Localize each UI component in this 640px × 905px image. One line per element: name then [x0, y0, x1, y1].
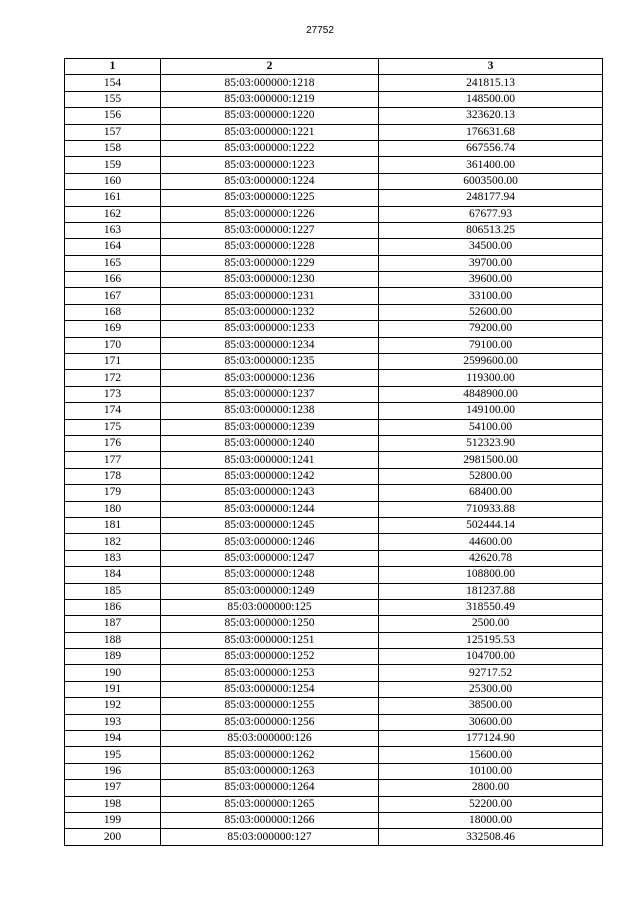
row-number-cell: 163: [65, 222, 161, 238]
row-number-cell: 170: [65, 337, 161, 353]
value-cell: 34500.00: [379, 239, 603, 255]
value-cell: 710933.88: [379, 501, 603, 517]
cadastral-number-cell: 85:03:000000:1234: [161, 337, 379, 353]
page-number: 27752: [306, 25, 334, 36]
table-row: [65, 403, 603, 419]
column-header-2: 2: [161, 59, 379, 75]
cadastral-number-cell: 85:03:000000:1244: [161, 501, 379, 517]
cadastral-number-cell: 85:03:000000:1226: [161, 206, 379, 222]
value-cell: 181237.88: [379, 583, 603, 599]
table-row: [65, 370, 603, 386]
value-cell: 79100.00: [379, 337, 603, 353]
table-row: [65, 321, 603, 337]
cadastral-number-cell: 85:03:000000:1239: [161, 419, 379, 435]
value-cell: 512323.90: [379, 435, 603, 451]
value-cell: 52200.00: [379, 796, 603, 812]
row-number-cell: 188: [65, 632, 161, 648]
cadastral-number-cell: 85:03:000000:1218: [161, 75, 379, 91]
row-number-cell: 172: [65, 370, 161, 386]
row-number-cell: 158: [65, 140, 161, 156]
cadastral-number-cell: 85:03:000000:1227: [161, 222, 379, 238]
table-header: [65, 59, 603, 75]
table-row: [65, 386, 603, 402]
row-number-cell: 179: [65, 485, 161, 501]
cadastral-number-cell: 85:03:000000:1235: [161, 354, 379, 370]
table-row: [65, 714, 603, 730]
cadastral-number-cell: 85:03:000000:1225: [161, 190, 379, 206]
value-cell: 44600.00: [379, 534, 603, 550]
value-cell: 25300.00: [379, 681, 603, 697]
row-number-cell: 199: [65, 812, 161, 828]
row-number-cell: 189: [65, 649, 161, 665]
row-number-cell: 191: [65, 681, 161, 697]
cadastral-number-cell: 85:03:000000:1233: [161, 321, 379, 337]
table-row: [65, 599, 603, 615]
row-number-cell: 183: [65, 550, 161, 566]
value-cell: 92717.52: [379, 665, 603, 681]
table-row: [65, 75, 603, 91]
row-number-cell: 200: [65, 829, 161, 845]
table-row: [65, 517, 603, 533]
row-number-cell: 164: [65, 239, 161, 255]
value-cell: 248177.94: [379, 190, 603, 206]
value-cell: 38500.00: [379, 698, 603, 714]
cadastral-number-cell: 85:03:000000:1242: [161, 468, 379, 484]
value-cell: 108800.00: [379, 567, 603, 583]
table-row: [65, 534, 603, 550]
table-row: [65, 796, 603, 812]
cadastral-number-cell: 85:03:000000:1250: [161, 616, 379, 632]
cadastral-number-cell: 85:03:000000:1222: [161, 140, 379, 156]
cadastral-number-cell: 85:03:000000:1246: [161, 534, 379, 550]
value-cell: 18000.00: [379, 812, 603, 828]
row-number-cell: 173: [65, 386, 161, 402]
value-cell: 2800.00: [379, 780, 603, 796]
value-cell: 323620.13: [379, 108, 603, 124]
value-cell: 125195.53: [379, 632, 603, 648]
value-cell: 68400.00: [379, 485, 603, 501]
table-body: [65, 75, 603, 845]
cadastral-number-cell: 85:03:000000:1229: [161, 255, 379, 271]
table-row: [65, 501, 603, 517]
table-row: [65, 288, 603, 304]
table-row: [65, 452, 603, 468]
cadastral-number-cell: 85:03:000000:1236: [161, 370, 379, 386]
value-cell: 2500.00: [379, 616, 603, 632]
value-cell: 104700.00: [379, 649, 603, 665]
cadastral-number-cell: 85:03:000000:1256: [161, 714, 379, 730]
value-cell: 15600.00: [379, 747, 603, 763]
table-row: [65, 239, 603, 255]
row-number-cell: 159: [65, 157, 161, 173]
row-number-cell: 181: [65, 517, 161, 533]
row-number-cell: 184: [65, 567, 161, 583]
row-number-cell: 190: [65, 665, 161, 681]
value-cell: 176631.68: [379, 124, 603, 140]
cadastral-number-cell: 85:03:000000:127: [161, 829, 379, 845]
value-cell: 10100.00: [379, 763, 603, 779]
row-number-cell: 194: [65, 731, 161, 747]
row-number-cell: 160: [65, 173, 161, 189]
table-row: [65, 91, 603, 107]
row-number-cell: 156: [65, 108, 161, 124]
table-row: [65, 304, 603, 320]
row-number-cell: 161: [65, 190, 161, 206]
value-cell: 2599600.00: [379, 354, 603, 370]
table-row: [65, 763, 603, 779]
row-number-cell: 192: [65, 698, 161, 714]
cadastral-number-cell: 85:03:000000:1254: [161, 681, 379, 697]
cadastral-number-cell: 85:03:000000:1224: [161, 173, 379, 189]
row-number-cell: 157: [65, 124, 161, 140]
table-row: [65, 812, 603, 828]
table-row: [65, 681, 603, 697]
table-row: [65, 550, 603, 566]
cadastral-number-cell: 85:03:000000:1253: [161, 665, 379, 681]
cadastral-number-cell: 85:03:000000:1240: [161, 435, 379, 451]
column-header-3: 3: [379, 59, 603, 75]
value-cell: 4848900.00: [379, 386, 603, 402]
cadastral-number-cell: 85:03:000000:1245: [161, 517, 379, 533]
table-row: [65, 206, 603, 222]
row-number-cell: 169: [65, 321, 161, 337]
cadastral-number-cell: 85:03:000000:1263: [161, 763, 379, 779]
value-cell: 148500.00: [379, 91, 603, 107]
value-cell: 502444.14: [379, 517, 603, 533]
value-cell: 6003500.00: [379, 173, 603, 189]
data-table: [64, 58, 603, 846]
table-row: [65, 272, 603, 288]
row-number-cell: 154: [65, 75, 161, 91]
table-row: [65, 140, 603, 156]
table-row: [65, 108, 603, 124]
row-number-cell: 182: [65, 534, 161, 550]
row-number-cell: 197: [65, 780, 161, 796]
value-cell: 52800.00: [379, 468, 603, 484]
table-row: [65, 354, 603, 370]
table-row: [65, 124, 603, 140]
table-row: [65, 649, 603, 665]
cadastral-number-cell: 85:03:000000:1221: [161, 124, 379, 140]
table-row: [65, 468, 603, 484]
cadastral-number-cell: 85:03:000000:1230: [161, 272, 379, 288]
row-number-cell: 165: [65, 255, 161, 271]
table-row: [65, 829, 603, 845]
table-row: [65, 780, 603, 796]
cadastral-number-cell: 85:03:000000:1265: [161, 796, 379, 812]
value-cell: 149100.00: [379, 403, 603, 419]
table-row: [65, 419, 603, 435]
row-number-cell: 180: [65, 501, 161, 517]
value-cell: 42620.78: [379, 550, 603, 566]
table-row: [65, 665, 603, 681]
row-number-cell: 187: [65, 616, 161, 632]
value-cell: 318550.49: [379, 599, 603, 615]
cadastral-number-cell: 85:03:000000:125: [161, 599, 379, 615]
value-cell: 39600.00: [379, 272, 603, 288]
cadastral-number-cell: 85:03:000000:1243: [161, 485, 379, 501]
row-number-cell: 174: [65, 403, 161, 419]
table-row: [65, 157, 603, 173]
value-cell: 39700.00: [379, 255, 603, 271]
cadastral-number-cell: 85:03:000000:1241: [161, 452, 379, 468]
row-number-cell: 193: [65, 714, 161, 730]
row-number-cell: 176: [65, 435, 161, 451]
row-number-cell: 155: [65, 91, 161, 107]
value-cell: 33100.00: [379, 288, 603, 304]
row-number-cell: 166: [65, 272, 161, 288]
cadastral-number-cell: 85:03:000000:1228: [161, 239, 379, 255]
table-row: [65, 632, 603, 648]
table-row: [65, 583, 603, 599]
cadastral-number-cell: 85:03:000000:1237: [161, 386, 379, 402]
row-number-cell: 177: [65, 452, 161, 468]
cadastral-number-cell: 85:03:000000:1252: [161, 649, 379, 665]
cadastral-number-cell: 85:03:000000:1219: [161, 91, 379, 107]
table-row: [65, 567, 603, 583]
row-number-cell: 186: [65, 599, 161, 615]
table-row: [65, 435, 603, 451]
table-row: [65, 616, 603, 632]
table-row: [65, 747, 603, 763]
cadastral-number-cell: 85:03:000000:1249: [161, 583, 379, 599]
cadastral-number-cell: 85:03:000000:1251: [161, 632, 379, 648]
value-cell: 177124.90: [379, 731, 603, 747]
table-row: [65, 255, 603, 271]
cadastral-number-cell: 85:03:000000:1223: [161, 157, 379, 173]
row-number-cell: 162: [65, 206, 161, 222]
row-number-cell: 175: [65, 419, 161, 435]
value-cell: 79200.00: [379, 321, 603, 337]
cadastral-number-cell: 85:03:000000:1262: [161, 747, 379, 763]
table-row: [65, 190, 603, 206]
cadastral-number-cell: 85:03:000000:1255: [161, 698, 379, 714]
table-row: [65, 173, 603, 189]
row-number-cell: 196: [65, 763, 161, 779]
table-row: [65, 222, 603, 238]
table-row: [65, 485, 603, 501]
header-row: [65, 59, 603, 75]
cadastral-number-cell: 85:03:000000:1231: [161, 288, 379, 304]
cadastral-number-cell: 85:03:000000:1266: [161, 812, 379, 828]
table-row: [65, 698, 603, 714]
cadastral-number-cell: 85:03:000000:1247: [161, 550, 379, 566]
value-cell: 52600.00: [379, 304, 603, 320]
value-cell: 667556.74: [379, 140, 603, 156]
value-cell: 54100.00: [379, 419, 603, 435]
cadastral-number-cell: 85:03:000000:126: [161, 731, 379, 747]
value-cell: 806513.25: [379, 222, 603, 238]
row-number-cell: 198: [65, 796, 161, 812]
cadastral-number-cell: 85:03:000000:1248: [161, 567, 379, 583]
row-number-cell: 185: [65, 583, 161, 599]
row-number-cell: 195: [65, 747, 161, 763]
value-cell: 67677.93: [379, 206, 603, 222]
cadastral-number-cell: 85:03:000000:1232: [161, 304, 379, 320]
value-cell: 2981500.00: [379, 452, 603, 468]
value-cell: 241815.13: [379, 75, 603, 91]
value-cell: 361400.00: [379, 157, 603, 173]
row-number-cell: 178: [65, 468, 161, 484]
cadastral-number-cell: 85:03:000000:1220: [161, 108, 379, 124]
value-cell: 119300.00: [379, 370, 603, 386]
cadastral-number-cell: 85:03:000000:1264: [161, 780, 379, 796]
column-header-1: 1: [65, 59, 161, 75]
value-cell: 332508.46: [379, 829, 603, 845]
table-row: [65, 337, 603, 353]
table-row: [65, 731, 603, 747]
row-number-cell: 167: [65, 288, 161, 304]
value-cell: 30600.00: [379, 714, 603, 730]
cadastral-number-cell: 85:03:000000:1238: [161, 403, 379, 419]
row-number-cell: 168: [65, 304, 161, 320]
row-number-cell: 171: [65, 354, 161, 370]
